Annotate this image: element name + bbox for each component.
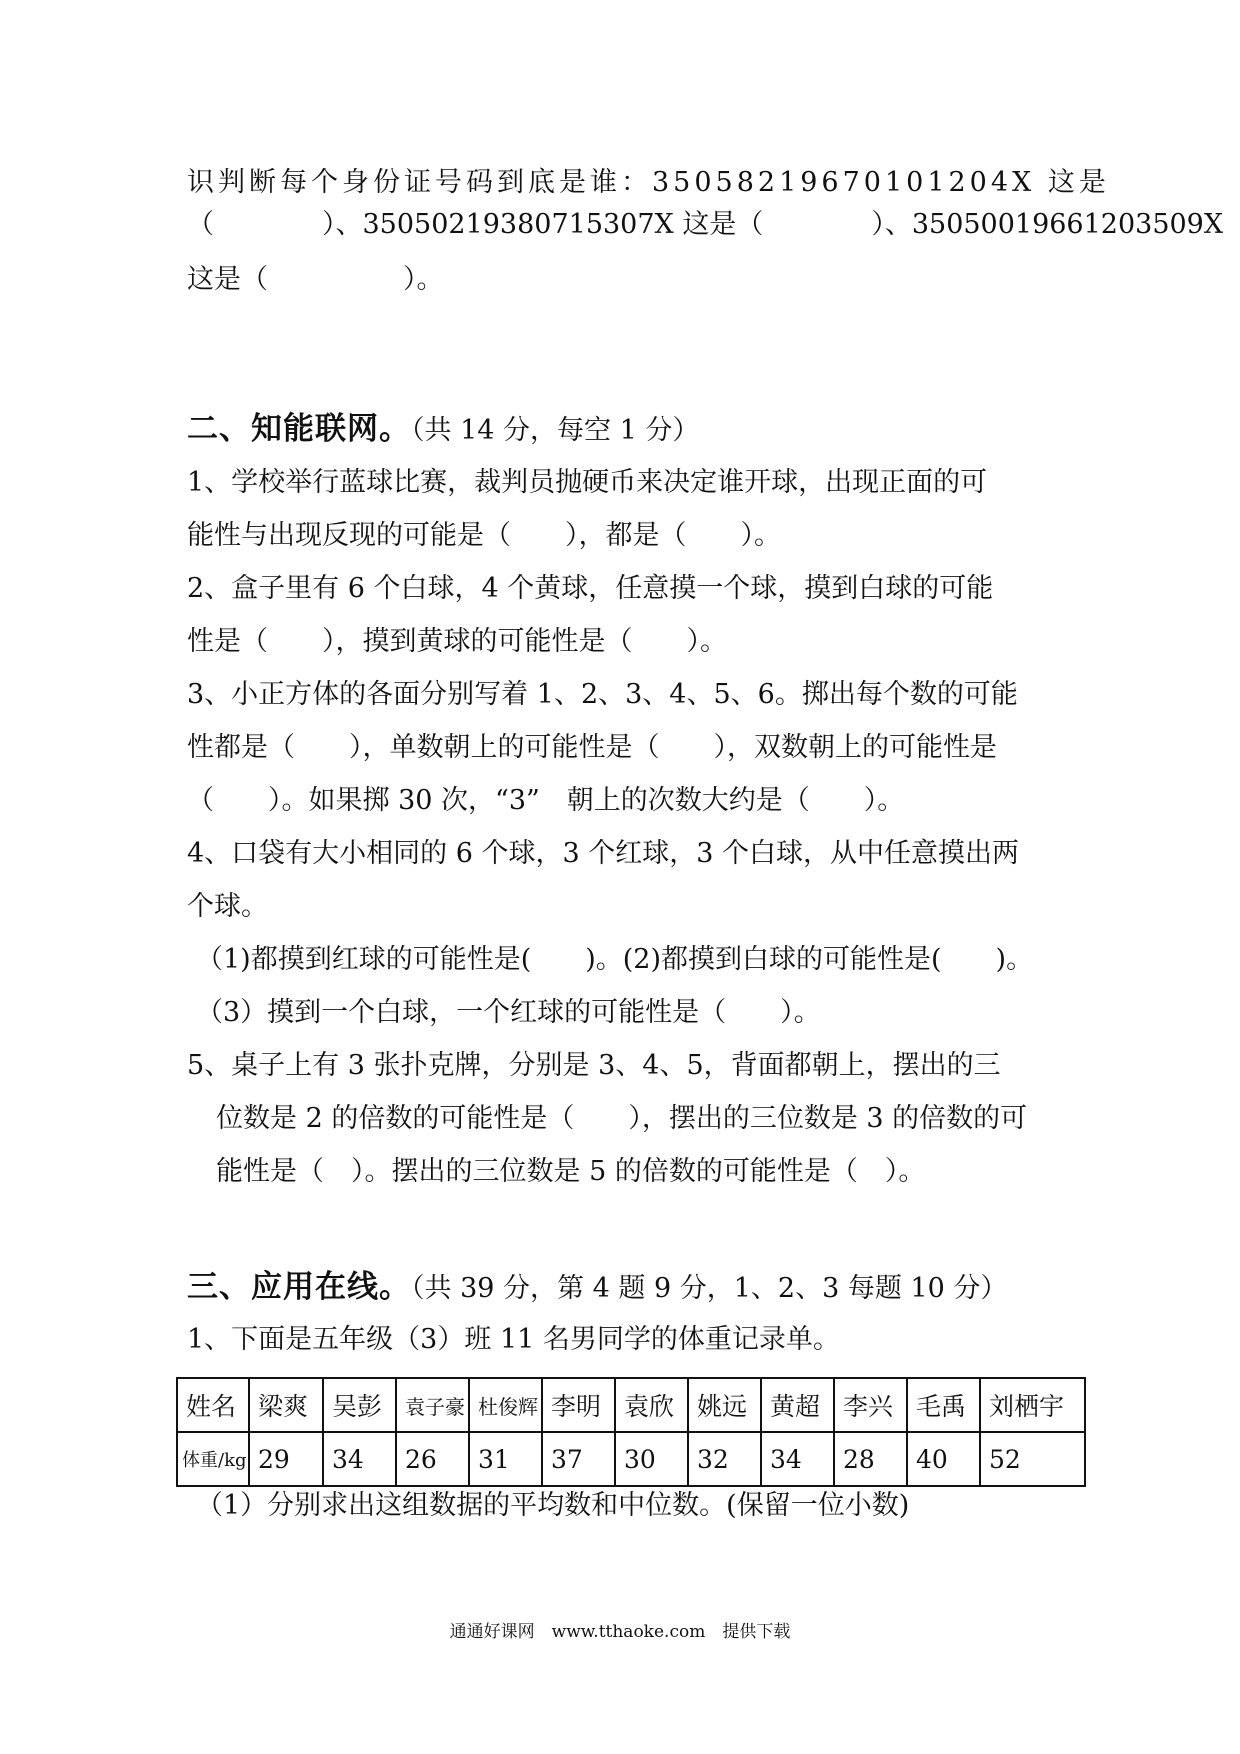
table-header-name: 姓名 xyxy=(177,1378,249,1432)
section-2-line: 能性与出现反现的可能是（ ），都是（ ）。 xyxy=(187,520,781,551)
table-cell-name: 姚远 xyxy=(688,1378,761,1432)
weight-table xyxy=(176,1377,1086,1487)
table-cell-weight: 26 xyxy=(396,1432,469,1486)
table-cell-name: 吴彭 xyxy=(323,1378,396,1432)
table-cell-weight: 34 xyxy=(761,1432,834,1486)
section-2-line: 1、学校举行蓝球比赛，裁判员抛硬币来决定谁开球，出现正面的可 xyxy=(187,467,988,498)
section-2-line: 能性是（ ）。摆出的三位数是 5 的倍数的可能性是（ ）。 xyxy=(216,1156,926,1187)
table-cell-weight: 32 xyxy=(688,1432,761,1486)
section-2-line: 位数是 2 的倍数的可能性是（ ），摆出的三位数是 3 的倍数的可 xyxy=(216,1103,1028,1134)
section-2-line: 5、桌子上有 3 张扑克牌，分别是 3、4、5，背面都朝上，摆出的三 xyxy=(187,1050,1001,1081)
table-cell-name: 杜俊辉 xyxy=(469,1378,542,1432)
section-2-line: （ ）。如果掷 30 次，“3” 朝上的次数大约是（ ）。 xyxy=(187,785,905,816)
table-cell-weight: 28 xyxy=(834,1432,907,1486)
section-2-line: 性是（ ），摸到黄球的可能性是（ ）。 xyxy=(187,626,727,657)
section-3-title: 三、应用在线。 xyxy=(187,1269,411,1305)
table-cell-name: 李明 xyxy=(542,1378,615,1432)
table-cell-name: 梁爽 xyxy=(249,1378,323,1432)
section-3-heading xyxy=(187,1270,1007,1306)
table-cell-name: 毛禹 xyxy=(907,1378,980,1432)
section-2-note: （共 14 分，每空 1 分） xyxy=(411,415,700,446)
table-cell-weight: 52 xyxy=(980,1432,1085,1486)
table-cell-weight: 37 xyxy=(542,1432,615,1486)
section-2-line: （1)都摸到红球的可能性是( )。(2)都摸到白球的可能性是( )。 xyxy=(196,944,1034,975)
table-cell-weight: 29 xyxy=(249,1432,323,1486)
table-row-names xyxy=(177,1378,1085,1432)
section-2-title: 二、知能联网。 xyxy=(187,411,411,447)
table-cell-name: 李兴 xyxy=(834,1378,907,1432)
table-cell-weight: 34 xyxy=(323,1432,396,1486)
section-3-question-1: 1、下面是五年级（3）班 11 名男同学的体重记录单。 xyxy=(187,1324,840,1355)
section-2-line: 4、口袋有大小相同的 6 个球，3 个红球，3 个白球，从中任意摸出两 xyxy=(187,838,1020,869)
table-cell-name: 刘栖宇 xyxy=(980,1378,1085,1432)
table-header-weight: 体重/kg xyxy=(177,1432,249,1486)
section-2-line: 个球。 xyxy=(187,891,268,922)
intro-line-3: 这是（ ）。 xyxy=(187,264,444,295)
table-cell-weight: 40 xyxy=(907,1432,980,1486)
section-3-note: （共 39 分，第 4 题 9 分，1、2、3 每题 10 分） xyxy=(411,1273,1008,1304)
table-cell-name: 袁子豪 xyxy=(396,1378,469,1432)
section-2-line: 2、盒子里有 6 个白球，4 个黄球，任意摸一个球，摸到白球的可能 xyxy=(187,573,994,604)
table-cell-weight: 31 xyxy=(469,1432,542,1486)
section-2-line: （3）摸到一个白球，一个红球的可能性是（ ）。 xyxy=(196,997,821,1028)
table-cell-weight: 30 xyxy=(615,1432,688,1486)
intro-line-1: 识判断每个身份证号码到底是谁：3505821967010120​4X 这是 xyxy=(187,167,1110,198)
table-row-weights xyxy=(177,1432,1085,1486)
section-2-line: 3、小正方体的各面分别写着 1、2、3、4、5、6。掷出每个数的可能 xyxy=(187,679,1018,710)
section-2-heading xyxy=(187,412,699,448)
section-3-question-1-sub-1: （1）分别求出这组数据的平均数和中位数。(保留一位小数) xyxy=(196,1490,910,1521)
page-footer: 通通好课网 www.tthaoke.com 提供下载 xyxy=(449,1622,791,1642)
intro-line-2: （ ）、35050219380715307X 这是（ ）、35050019661203509X xyxy=(187,209,1224,240)
table-cell-name: 黄超 xyxy=(761,1378,834,1432)
table-cell-name: 袁欣 xyxy=(615,1378,688,1432)
section-2-line: 性都是（ ），单数朝上的可能性是（ ），双数朝上的可能性是 xyxy=(187,732,997,763)
